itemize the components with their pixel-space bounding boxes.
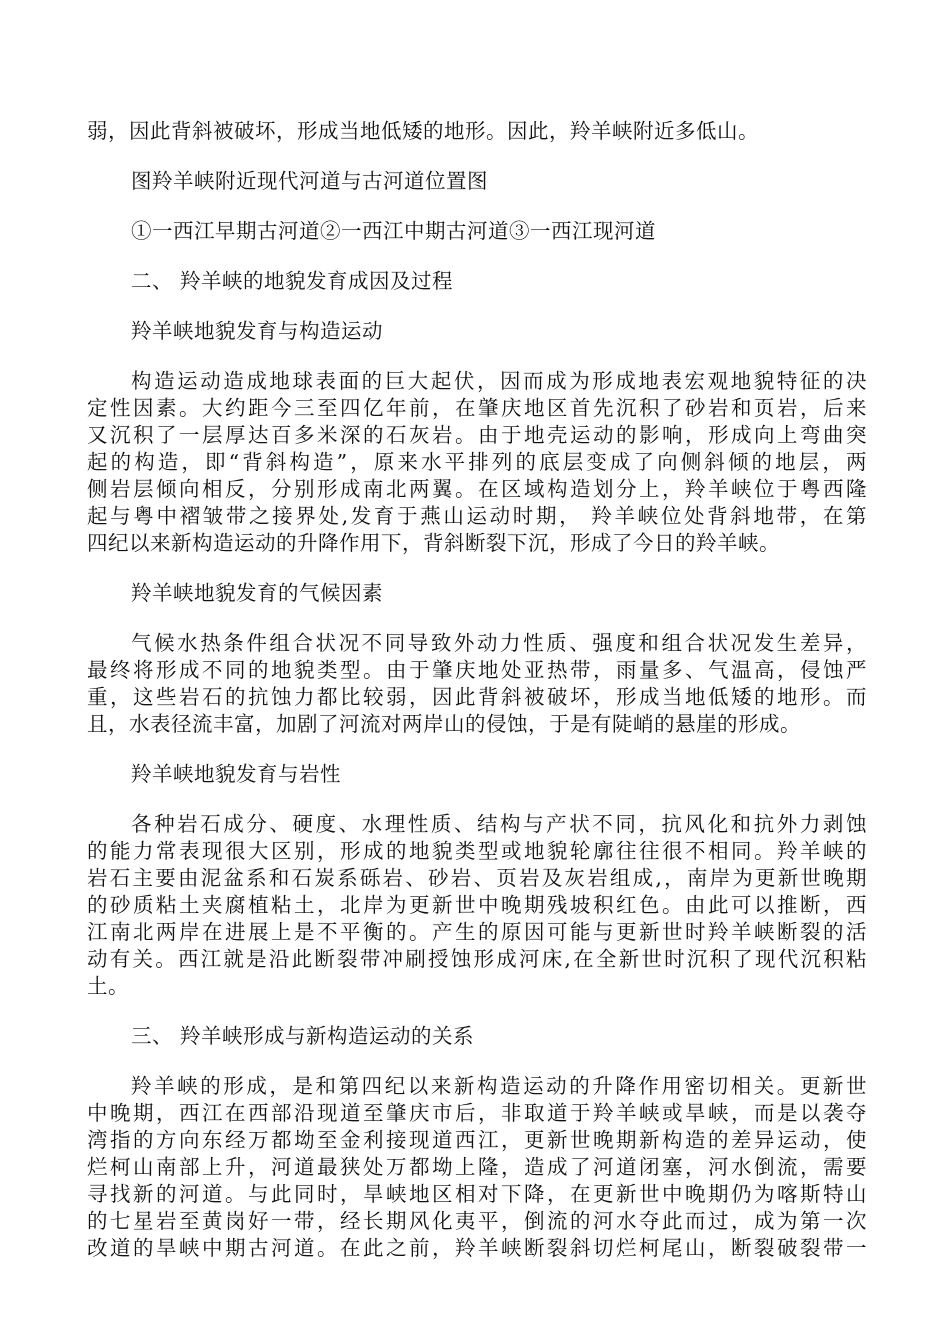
text-line: 各种岩石成分、硬度、水理性质、结构与产状不同，抗风化和抗外力剥蚀 — [131, 812, 867, 836]
text-line: 的砂质粘土夹腐植粘土，北岸为更新世中晚期残坡积红色。由此可以推断，西 — [87, 893, 867, 917]
text-line: 定性因素。大约距今三至四亿年前，在肇庆地区首先沉积了砂岩和页岩，后来 — [87, 396, 867, 420]
paragraph-lithology — [87, 811, 867, 1000]
text-line: 岩石主要由泥盆系和石炭系砾岩、砂岩、页岩及灰岩组成,，南岸为更新世晚期 — [87, 866, 867, 890]
text-line: 二、 羚羊峡的地貌发育成因及过程 — [131, 269, 454, 293]
text-line: 的七星岩至黄岗好一带，经长期风化夷平，倒流的河水夺此而过，成为第一次 — [87, 1209, 867, 1233]
paragraph-tectonics — [87, 368, 867, 557]
text-line: 又沉积了一层厚达百多米深的石灰岩。由于地壳运动的影响，形成向上弯曲突 — [87, 423, 867, 447]
text-line: 四纪以来新构造运动的升降作用下，背斜断裂下沉，形成了今日的羚羊峡。 — [87, 531, 780, 555]
text-line: 且，水表径流丰富，加剧了河流对两岸山的侵蚀，于是有陡峭的悬崖的形成。 — [87, 712, 801, 736]
text-line: 构造运动造成地球表面的巨大起伏，因而成为形成地表宏观地貌特征的决 — [131, 369, 867, 393]
text-line: 最终将形成不同的地貌类型。由于肇庆地处亚热带，雨量多、气温高，侵蚀严 — [87, 658, 867, 682]
paragraph-continuation — [87, 118, 867, 145]
text-line: 图羚羊峡附近现代河道与古河道位置图 — [131, 169, 488, 193]
text-line: 起的构造，即“背斜构造”，原来水平排列的底层变成了向侧斜倾的地层，两 — [87, 450, 867, 474]
text-line: 弱，因此背斜被破坏，形成当地低矮的地形。因此，羚羊峡附近多低山。 — [87, 119, 759, 143]
paragraph-climate — [87, 630, 867, 738]
text-line: 寻找新的河道。与此同时，旱峡地区相对下降，在更新世中晚期仍为喀斯特山 — [87, 1182, 867, 1206]
document-page — [87, 118, 867, 1285]
subheading-tectonics — [87, 318, 867, 345]
text-line: 中晚期，西江在西部沿现道至肇庆市后，非取道于羚羊峡或旱峡，而是以袭夺 — [87, 1101, 867, 1125]
subheading-climate — [87, 580, 867, 607]
subheading-lithology — [87, 761, 867, 788]
text-line: 改道的旱峡中期古河道。在此之前，羚羊峡断裂斜切烂柯尾山，断裂破裂带一 — [87, 1236, 867, 1260]
text-line: 湾指的方向东经万都坳至金利接现道西江，更新世晚期新构造的差异运动，使 — [87, 1128, 867, 1152]
text-line: 重，这些岩石的抗蚀力都比较弱，因此背斜被破坏，形成当地低矮的地形。而 — [87, 685, 867, 709]
section-heading-2 — [87, 268, 867, 295]
text-line: 羚羊峡地貌发育与岩性 — [131, 762, 341, 786]
paragraph-neotectonics — [87, 1073, 867, 1262]
text-line: 羚羊峡地貌发育与构造运动 — [131, 319, 383, 343]
text-line: 侧岩层倾向相反，分别形成南北两翼。在区域构造划分上，羚羊峡位于粤西隆 — [87, 477, 867, 501]
figure-caption — [87, 168, 867, 195]
text-line: 土。 — [87, 974, 129, 998]
text-line: 气候水热条件组合状况不同导致外动力性质、强度和组合状况发生差异， — [131, 631, 867, 655]
text-line: ①一西江早期古河道②一西江中期古河道③一西江现河道 — [131, 219, 656, 243]
text-line: 羚羊峡地貌发育的气候因素 — [131, 581, 383, 605]
text-line: 起与粤中褶皱带之接界处,发育于燕山运动时期， 羚羊峡位处背斜地带，在第 — [87, 504, 867, 528]
text-line: 三、 羚羊峡形成与新构造运动的关系 — [131, 1024, 475, 1048]
text-line: 江南北两岸在进展上是不平衡的。产生的原因可能与更新世时羚羊峡断裂的活 — [87, 920, 867, 944]
text-line: 动有关。西江就是沿此断裂带冲刷授蚀形成河床,在全新世时沉积了现代沉积粘 — [87, 947, 867, 971]
text-line: 烂柯山南部上升，河道最狭处万都坳上隆，造成了河道闭塞，河水倒流，需要 — [87, 1155, 867, 1179]
figure-legend — [87, 218, 867, 245]
section-heading-3 — [87, 1023, 867, 1050]
text-line: 的能力常表现很大区别，形成的地貌类型或地貌轮廓往往很不相同。羚羊峡的 — [87, 839, 867, 863]
text-line: 羚羊峡的形成，是和第四纪以来新构造运动的升降作用密切相关。更新世 — [131, 1074, 867, 1098]
